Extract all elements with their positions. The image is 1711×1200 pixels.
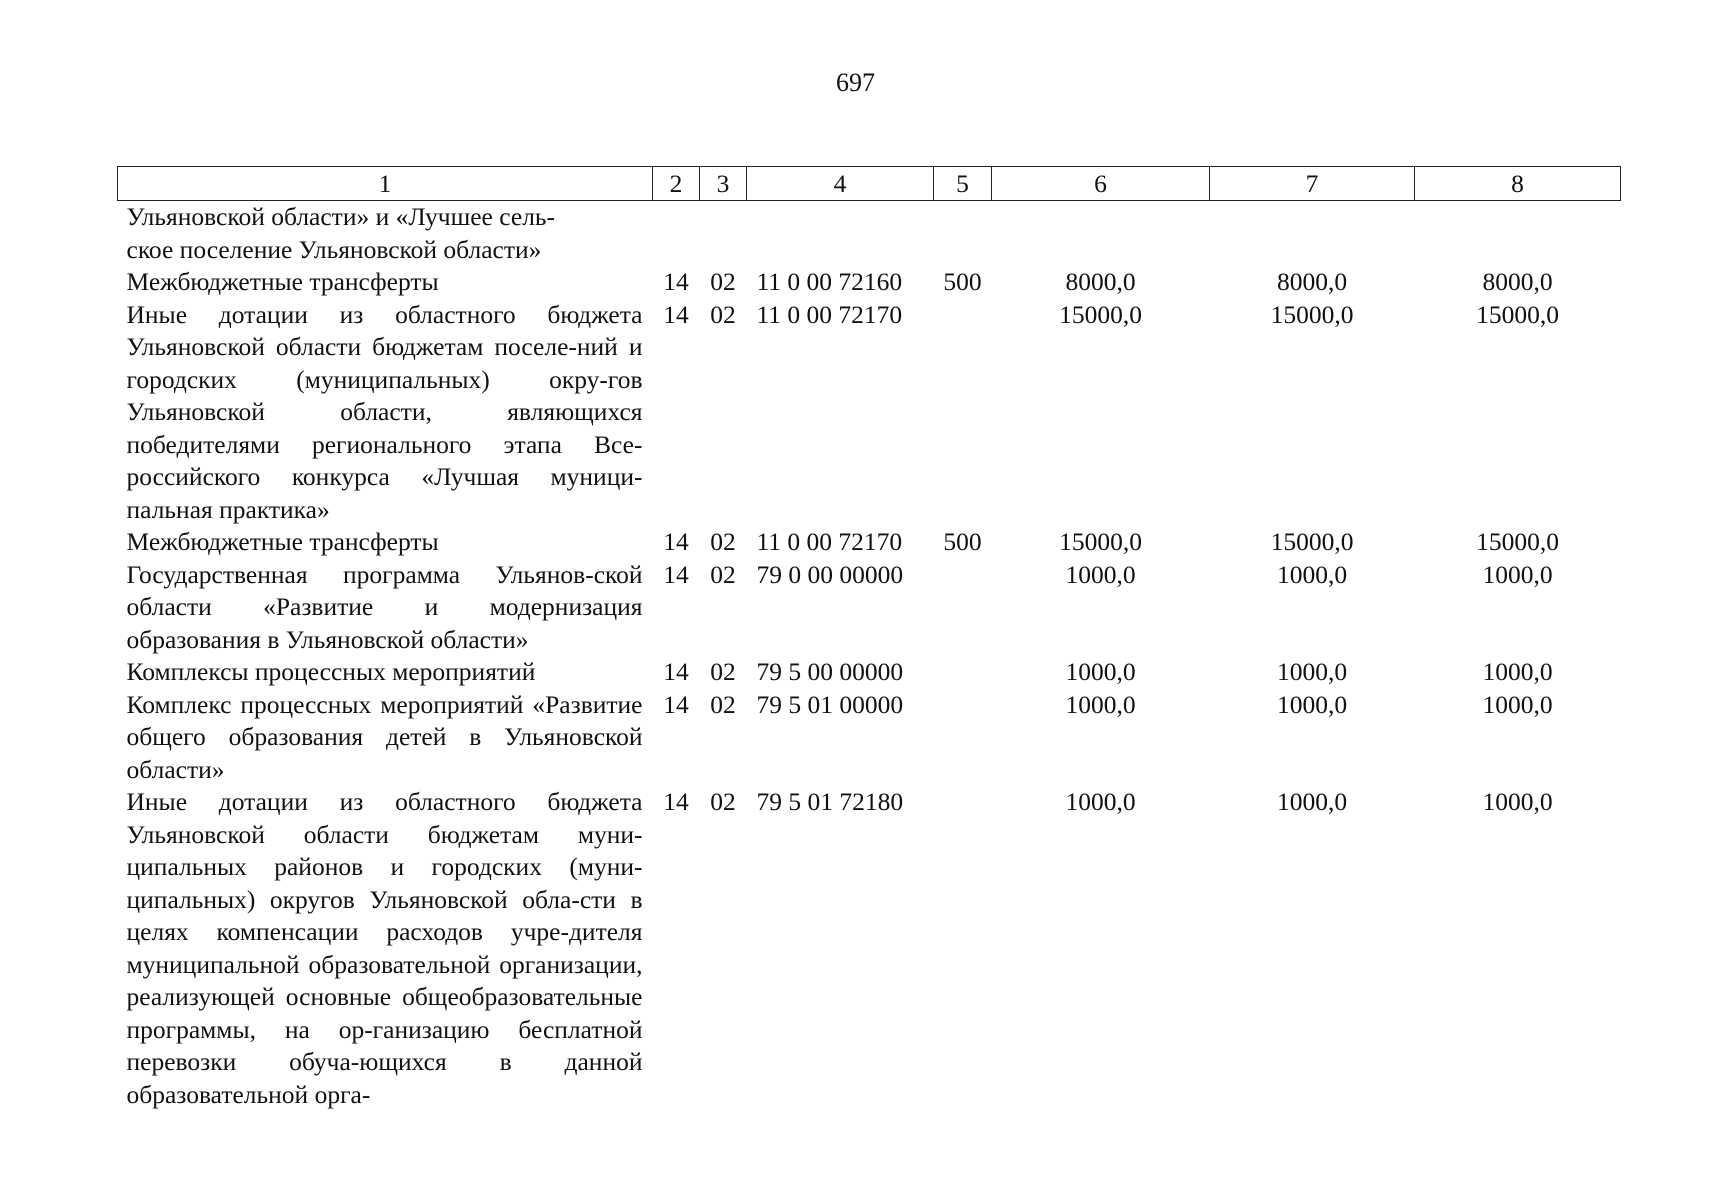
table-row — [118, 299, 1621, 527]
row-amount-col-8 — [1415, 201, 1621, 267]
row-target-article: 11 0 00 72170 — [756, 527, 903, 556]
row-target-article: 79 5 00 00000 — [756, 657, 904, 686]
row-description: Иные дотации из областного бюджета Ульяновской области бюджетам муни-ципальных районов и городских (муни-ципальных) округов Ульяновской обла-сти в целях компенсации расходов учре-дителя муниципальной образовательной организации, реализующей основные общеобразовательные программы, на ор-ганизацию бесплатной перевозки обуча-ющихся в данной образовательной орга- — [126, 787, 643, 1109]
row-amount-col-6: 15000,0 — [1059, 527, 1142, 556]
row-amount-col-6: 1000,0 — [1065, 787, 1136, 816]
table-body — [118, 201, 1621, 1112]
row-amount-col-8: 1000,0 — [1482, 559, 1553, 589]
row-subsection-code: 02 — [710, 689, 736, 719]
row-target-article: 79 0 00 00000 — [756, 559, 904, 589]
row-target-article: 11 0 00 72160 — [756, 267, 903, 296]
row-expense-type — [934, 201, 992, 267]
header-col-6: 6 — [992, 167, 1210, 201]
header-col-4: 4 — [747, 167, 934, 201]
row-amount-col-7: 15000,0 — [1270, 527, 1354, 556]
table-row — [118, 786, 1621, 1111]
header-col-8: 8 — [1415, 167, 1621, 201]
row-target-article: 79 5 01 00000 — [756, 689, 904, 719]
row-target-article: 11 0 00 72170 — [756, 299, 903, 329]
row-subsection-code: 02 — [710, 657, 736, 686]
row-amount-col-7: 1000,0 — [1276, 787, 1348, 816]
table-row — [118, 526, 1621, 559]
row-description: Межбюджетные трансферты — [126, 527, 439, 556]
row-subsection-code: 02 — [710, 299, 736, 329]
budget-table — [117, 166, 1621, 1111]
table-row — [118, 656, 1621, 689]
row-description: Государственная программа Ульянов-ской области «Развитие и модернизация образования в Ульяновской области» — [126, 559, 643, 654]
row-amount-col-6 — [992, 201, 1210, 267]
row-amount-col-7: 8000,0 — [1276, 267, 1348, 296]
row-section-code: 14 — [663, 657, 689, 686]
row-subsection-code: 02 — [710, 787, 736, 816]
row-description: Ульяновской области» и «Лучшее сель- ское поселение Ульяновской области» — [126, 202, 556, 264]
row-amount-col-7: 1000,0 — [1276, 689, 1348, 719]
row-description: Межбюджетные трансферты — [126, 267, 439, 296]
row-amount-col-7: 1000,0 — [1276, 657, 1348, 686]
row-amount-col-8: 1000,0 — [1482, 787, 1553, 816]
row-amount-col-7: 15000,0 — [1270, 299, 1354, 329]
header-col-5: 5 — [934, 167, 992, 201]
row-expense-type — [934, 786, 992, 1111]
row-section-code: 14 — [663, 559, 689, 589]
header-col-3: 3 — [700, 167, 747, 201]
row-section-code: 14 — [663, 527, 689, 556]
row-amount-col-7 — [1210, 201, 1415, 267]
row-amount-col-6: 1000,0 — [1065, 689, 1136, 719]
table-row — [118, 559, 1621, 657]
row-amount-col-8: 8000,0 — [1482, 267, 1553, 296]
header-col-1: 1 — [118, 167, 653, 201]
row-expense-type: 500 — [943, 527, 982, 556]
row-subsection-code: 02 — [710, 559, 736, 589]
row-subsection-code: 02 — [710, 527, 736, 556]
row-description: Иные дотации из областного бюджета Ульяновской области бюджетам поселе-ний и городских (муниципальных) окру-гов Ульяновской области, являющихся победителями регионального этапа Все-российского конкурса «Лучшая муници-пальная практика» — [126, 299, 643, 524]
row-section-code: 14 — [663, 299, 689, 329]
row-description: Комплексы процессных мероприятий — [126, 657, 536, 686]
table-row — [118, 266, 1621, 299]
row-section-code: 14 — [663, 267, 689, 296]
row-amount-col-7: 1000,0 — [1276, 559, 1348, 589]
table-row — [118, 201, 1621, 267]
row-section-code: 14 — [663, 787, 689, 816]
row-amount-col-6: 1000,0 — [1065, 559, 1136, 589]
page-number: 697 — [836, 68, 875, 97]
row-expense-type: 500 — [943, 267, 982, 296]
header-col-7: 7 — [1210, 167, 1415, 201]
row-description: Комплекс процессных мероприятий «Развитие общего образования детей в Ульяновской области» — [126, 689, 643, 784]
table-row — [118, 689, 1621, 787]
header-col-2: 2 — [653, 167, 700, 201]
row-amount-col-6: 1000,0 — [1065, 657, 1136, 686]
row-target-article: 79 5 01 72180 — [756, 787, 904, 816]
row-amount-col-8: 15000,0 — [1476, 527, 1559, 556]
row-amount-col-8: 1000,0 — [1482, 689, 1553, 719]
row-section-code — [653, 201, 700, 267]
row-amount-col-8: 15000,0 — [1476, 299, 1559, 329]
row-subsection-code: 02 — [710, 267, 736, 296]
table-header-row — [118, 167, 1621, 201]
row-section-code: 14 — [663, 689, 689, 719]
row-subsection-code — [700, 201, 747, 267]
row-expense-type — [934, 656, 992, 689]
row-amount-col-6: 8000,0 — [1065, 267, 1136, 296]
row-target-article — [747, 201, 934, 267]
row-expense-type — [934, 689, 992, 787]
row-expense-type — [934, 559, 992, 657]
row-amount-col-8: 1000,0 — [1482, 657, 1553, 686]
row-amount-col-6: 15000,0 — [1059, 299, 1142, 329]
row-expense-type — [934, 299, 992, 527]
